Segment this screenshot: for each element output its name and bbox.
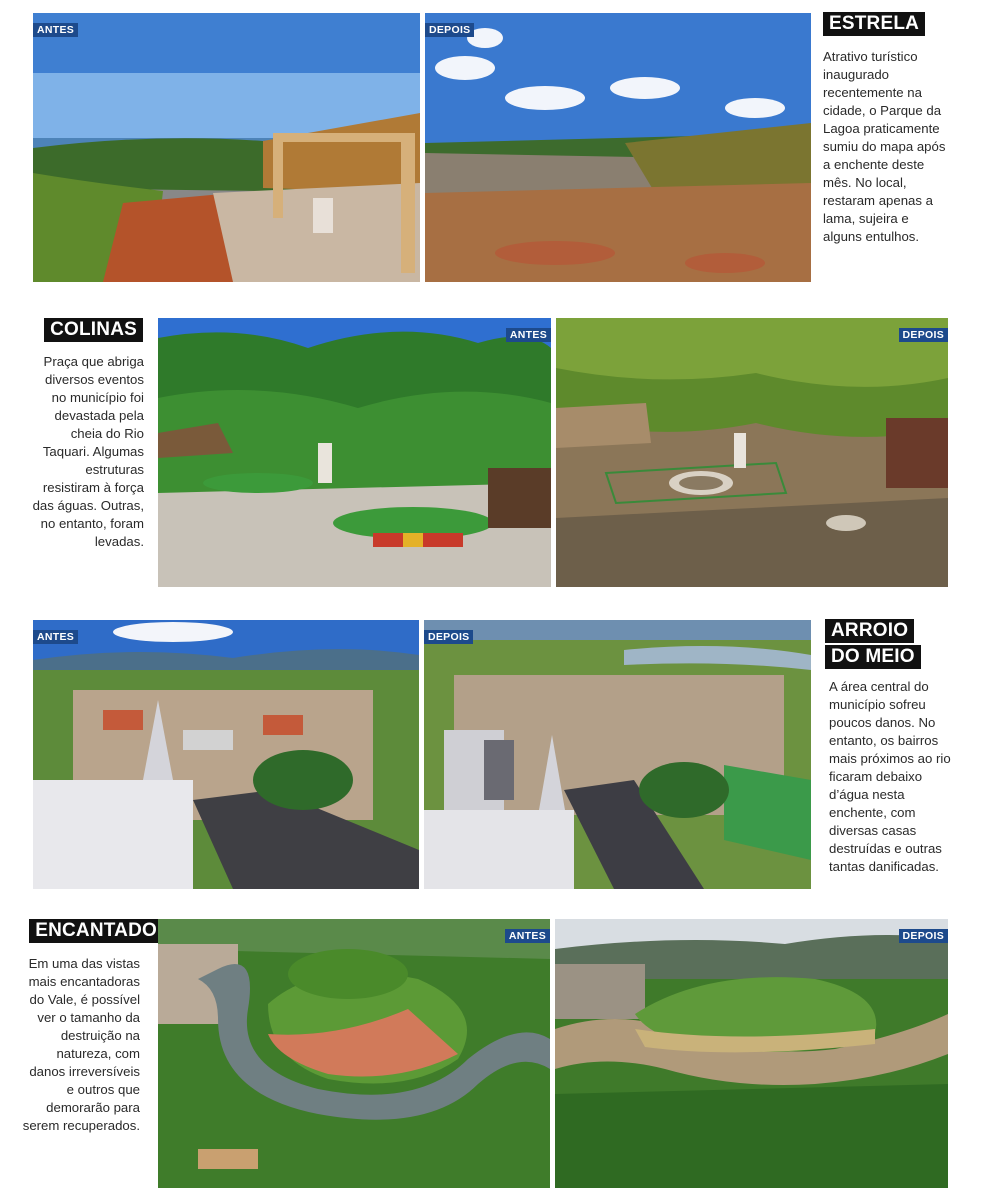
- encantado-after-photo: [555, 919, 948, 1188]
- estrela-title: ESTRELA: [823, 12, 925, 36]
- arroio-before-label: ANTES: [33, 630, 78, 644]
- encantado-caption: Em uma das vistas mais encantadoras do Vale, é possível ver o tamanho da destruição na natureza, com danos irreversíveis e outros que demorarão para serem recuperados.: [22, 956, 140, 1133]
- encantado-after-label: DEPOIS: [899, 929, 948, 943]
- encantado-before-label: ANTES: [505, 929, 550, 943]
- arroio-caption: A área central do município sofreu poucos danos. No entanto, os bairros mais próximos ao rio ficaram debaixo d’água nesta enchente, com diversas casas destruídas e outras tantas danificadas.: [829, 679, 951, 874]
- colinas-before-label: ANTES: [506, 328, 551, 342]
- encantado-title: ENCANTADO: [29, 919, 163, 943]
- arroio-after-photo: [424, 620, 811, 889]
- colinas-caption: Praça que abriga diversos eventos no município foi devastada pela cheia do Rio Taquari. Algumas estruturas resistiram à força das águas. Outras, no entanto, foram levadas.: [32, 354, 144, 549]
- colinas-before-photo: [158, 318, 551, 587]
- colinas-after-label: DEPOIS: [899, 328, 948, 342]
- arroio-before-photo: [33, 620, 419, 889]
- estrela-before-label: ANTES: [33, 23, 78, 37]
- arroio-title-line2: DO MEIO: [825, 645, 921, 669]
- arroio-after-label: DEPOIS: [424, 630, 473, 644]
- estrela-after-label: DEPOIS: [425, 23, 474, 37]
- estrela-before-photo: [33, 13, 420, 282]
- estrela-after-photo: [425, 13, 811, 282]
- colinas-after-photo: [556, 318, 948, 587]
- encantado-before-photo: [158, 919, 550, 1188]
- colinas-title: COLINAS: [44, 318, 143, 342]
- arroio-title-line1: ARROIO: [825, 619, 914, 643]
- estrela-caption: Atrativo turístico inaugurado recentemente na cidade, o Parque da Lagoa praticamente sumiu do mapa após a enchente deste mês. No local, restaram apenas a lama, sujeira e alguns entulhos.: [823, 49, 946, 244]
